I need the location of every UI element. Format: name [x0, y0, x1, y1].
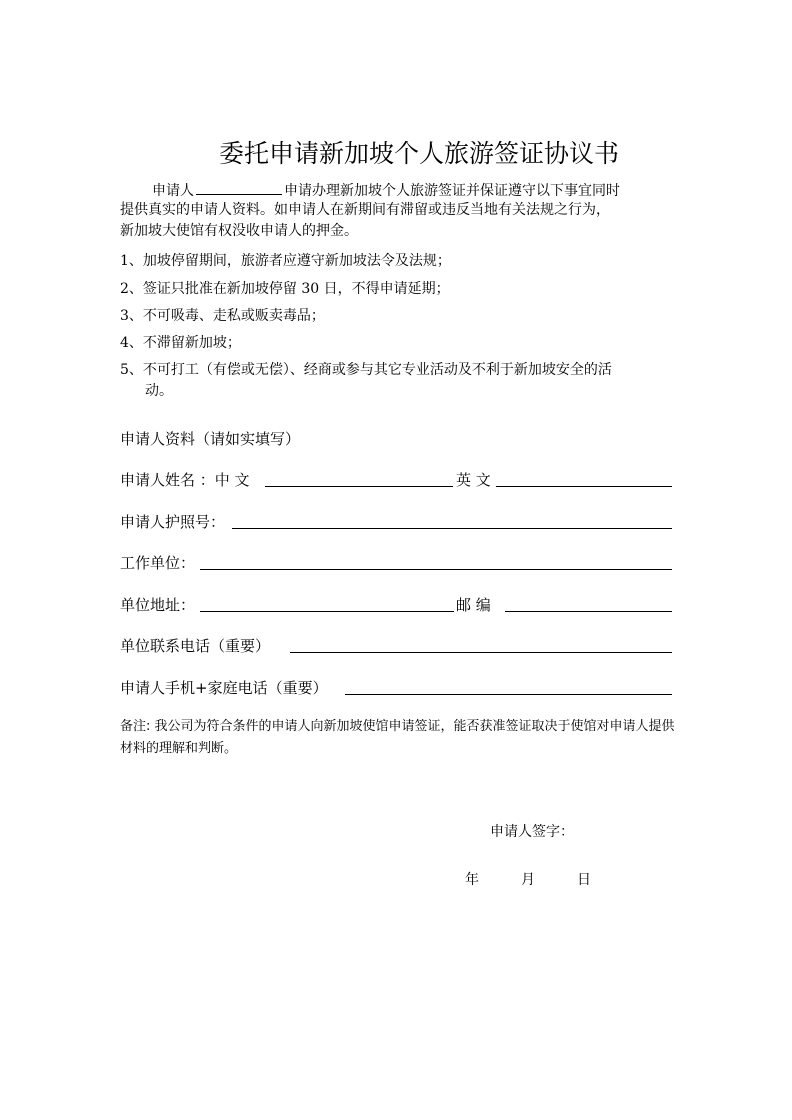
- name-english-field[interactable]: [496, 486, 672, 487]
- rule-3: 3、不可吸毒、走私或贩卖毒品；: [120, 308, 325, 324]
- intro-line-2: 提供真实的申请人资料。如申请人在新期间有滞留或违反当地有关法规之行为，: [120, 202, 610, 218]
- date-day-label: 日: [577, 872, 591, 888]
- name-chinese-label: 申请人姓名 ：中 文: [120, 471, 250, 489]
- address-label: 单位地址：: [120, 596, 196, 614]
- employer-field[interactable]: [200, 569, 672, 570]
- signature-label: 申请人签字：: [490, 824, 574, 840]
- rule-5: 5、不可打工（有偿或无偿）、经商或参与其它专业活动及不利于新加坡安全的活: [120, 362, 612, 378]
- intro-prefix: 申请人: [152, 183, 194, 199]
- intro-line-3: 新加坡大使馆有权没收申请人的押金。: [120, 223, 358, 239]
- postcode-field[interactable]: [505, 611, 672, 612]
- intro-line-1: [152, 179, 620, 202]
- date-month-label: 月: [521, 872, 535, 888]
- rule-2: 2、签证只批准在新加坡停留 30 日，不得申请延期；: [120, 281, 450, 297]
- rule-1: 1、加坡停留期间，旅游者应遵守新加坡法令及法规；: [120, 253, 451, 269]
- rule-4: 4、不滞留新加坡；: [120, 335, 241, 351]
- applicant-name-blank[interactable]: [196, 179, 282, 195]
- address-field[interactable]: [200, 611, 454, 612]
- work-phone-label: 单位联系电话（重要）: [120, 637, 271, 655]
- name-english-label: 英 文: [456, 471, 491, 489]
- work-phone-field[interactable]: [290, 652, 672, 653]
- passport-label: 申请人护照号：: [120, 513, 226, 531]
- document-title: 委托申请新加坡个人旅游签证协议书: [218, 139, 619, 168]
- date-year-label: 年: [465, 872, 479, 888]
- postcode-label: 邮 编: [456, 596, 491, 614]
- passport-field[interactable]: [232, 528, 672, 529]
- intro-line-1-text: 申请办理新加坡个人旅游签证并保证遵守以下事宜同时: [284, 183, 620, 199]
- section-title: 申请人资料（请如实填写）: [120, 430, 301, 448]
- remark-note: 备注: 我公司为符合条件的申请人向新加坡使馆申请签证，能否获准签证取决于使馆对申请人提供材料的理解和判断。: [120, 719, 675, 756]
- rule-5-continued: 动。: [145, 383, 173, 399]
- name-chinese-field[interactable]: [265, 486, 453, 487]
- mobile-field[interactable]: [345, 694, 672, 695]
- mobile-label: 申请人手机+家庭电话（重要）: [120, 679, 328, 697]
- employer-label: 工作单位：: [120, 554, 196, 572]
